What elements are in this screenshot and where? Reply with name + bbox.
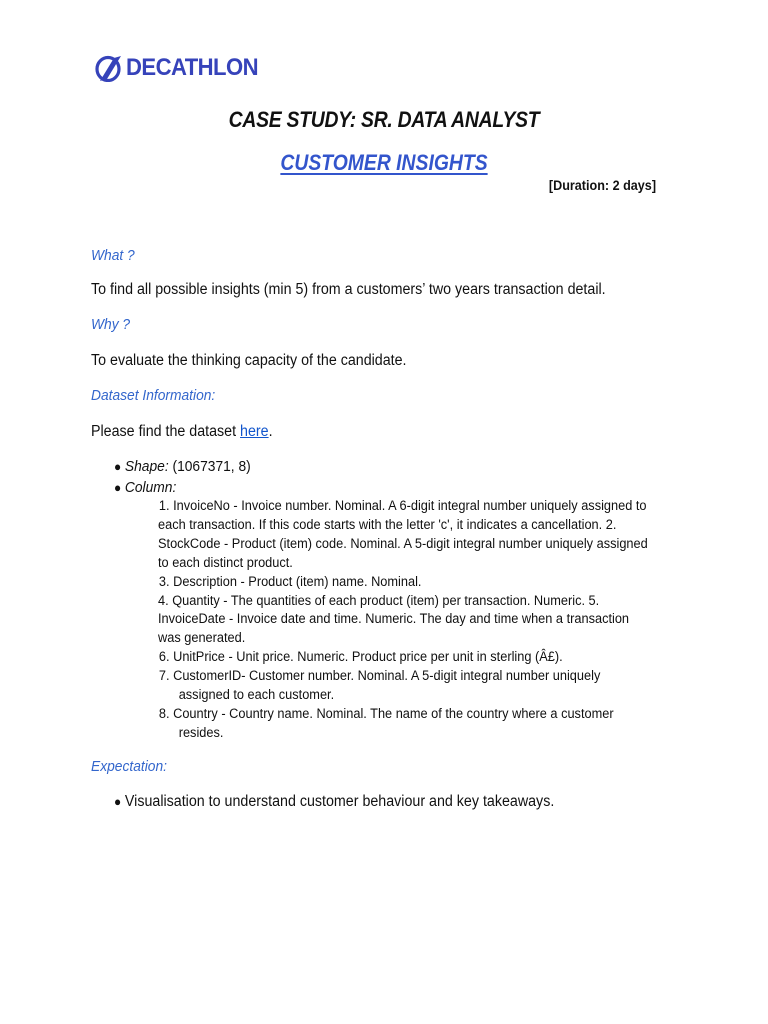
brand-name: DECATHLON	[126, 54, 259, 81]
shape-value: (1067371, 8)	[168, 458, 251, 475]
dataset-text-suffix: .	[268, 423, 273, 440]
column-line: was generated.	[158, 630, 246, 647]
column-line: to each distinct product.	[158, 554, 293, 571]
expectation-heading: Expectation:	[91, 758, 167, 775]
column-line: 3. Description - Product (item) name. Nominal.	[158, 573, 422, 590]
column-description-list	[158, 497, 688, 743]
column-line: 7. CustomerID- Customer number. Nominal. A 5-digit integral number uniquely	[158, 668, 601, 685]
expectation-bullet	[114, 793, 554, 811]
bullet-dot-icon: ●	[114, 480, 122, 495]
column-line: InvoiceDate - Invoice date and time. Numeric. The day and time when a transaction	[158, 611, 630, 628]
shape-label: Shape:	[124, 458, 169, 475]
brand-logo	[94, 52, 269, 84]
column-line: 6. UnitPrice - Unit price. Numeric. Product price per unit in sterling (Â£).	[158, 649, 563, 666]
dataset-text	[91, 423, 273, 441]
dataset-text-prefix: Please find the dataset	[91, 423, 241, 440]
page-subtitle: CUSTOMER INSIGHTS	[280, 150, 488, 175]
bullet-dot-icon: ●	[114, 794, 122, 809]
what-text: To find all possible insights (min 5) from a customers’ two years transaction detail.	[91, 281, 606, 298]
what-heading: What ?	[91, 247, 135, 264]
column-bullet	[114, 479, 176, 496]
column-line: StockCode - Product (item) code. Nominal. A 5-digit integral number uniquely assigned	[158, 535, 648, 552]
column-line: 1. InvoiceNo - Invoice number. Nominal. A 6-digit integral number uniquely assigned to	[158, 498, 647, 514]
duration-note: [Duration: 2 days]	[548, 177, 656, 193]
column-line: 8. Country - Country name. Nominal. The name of the country where a customer	[158, 705, 614, 722]
column-line: each transaction. If this code starts with the letter 'c', it indicates a cancellation. 2.	[158, 516, 617, 533]
column-line: resides.	[178, 724, 224, 741]
column-line: 4. Quantity - The quantities of each product (item) per transaction. Numeric. 5.	[158, 592, 600, 609]
column-label: Column:	[124, 479, 177, 496]
page-title: CASE STUDY: SR. DATA ANALYST	[228, 107, 540, 132]
why-text: To evaluate the thinking capacity of the candidate.	[91, 352, 407, 369]
decathlon-swoosh-icon	[94, 54, 124, 82]
bullet-dot-icon: ●	[114, 459, 122, 474]
expectation-text: Visualisation to understand customer behaviour and key takeaways.	[124, 793, 555, 810]
dataset-heading: Dataset Information:	[91, 387, 216, 404]
column-line: assigned to each customer.	[178, 687, 335, 704]
dataset-link[interactable]: here	[240, 423, 269, 440]
shape-bullet	[114, 458, 251, 475]
why-heading: Why ?	[91, 316, 131, 333]
